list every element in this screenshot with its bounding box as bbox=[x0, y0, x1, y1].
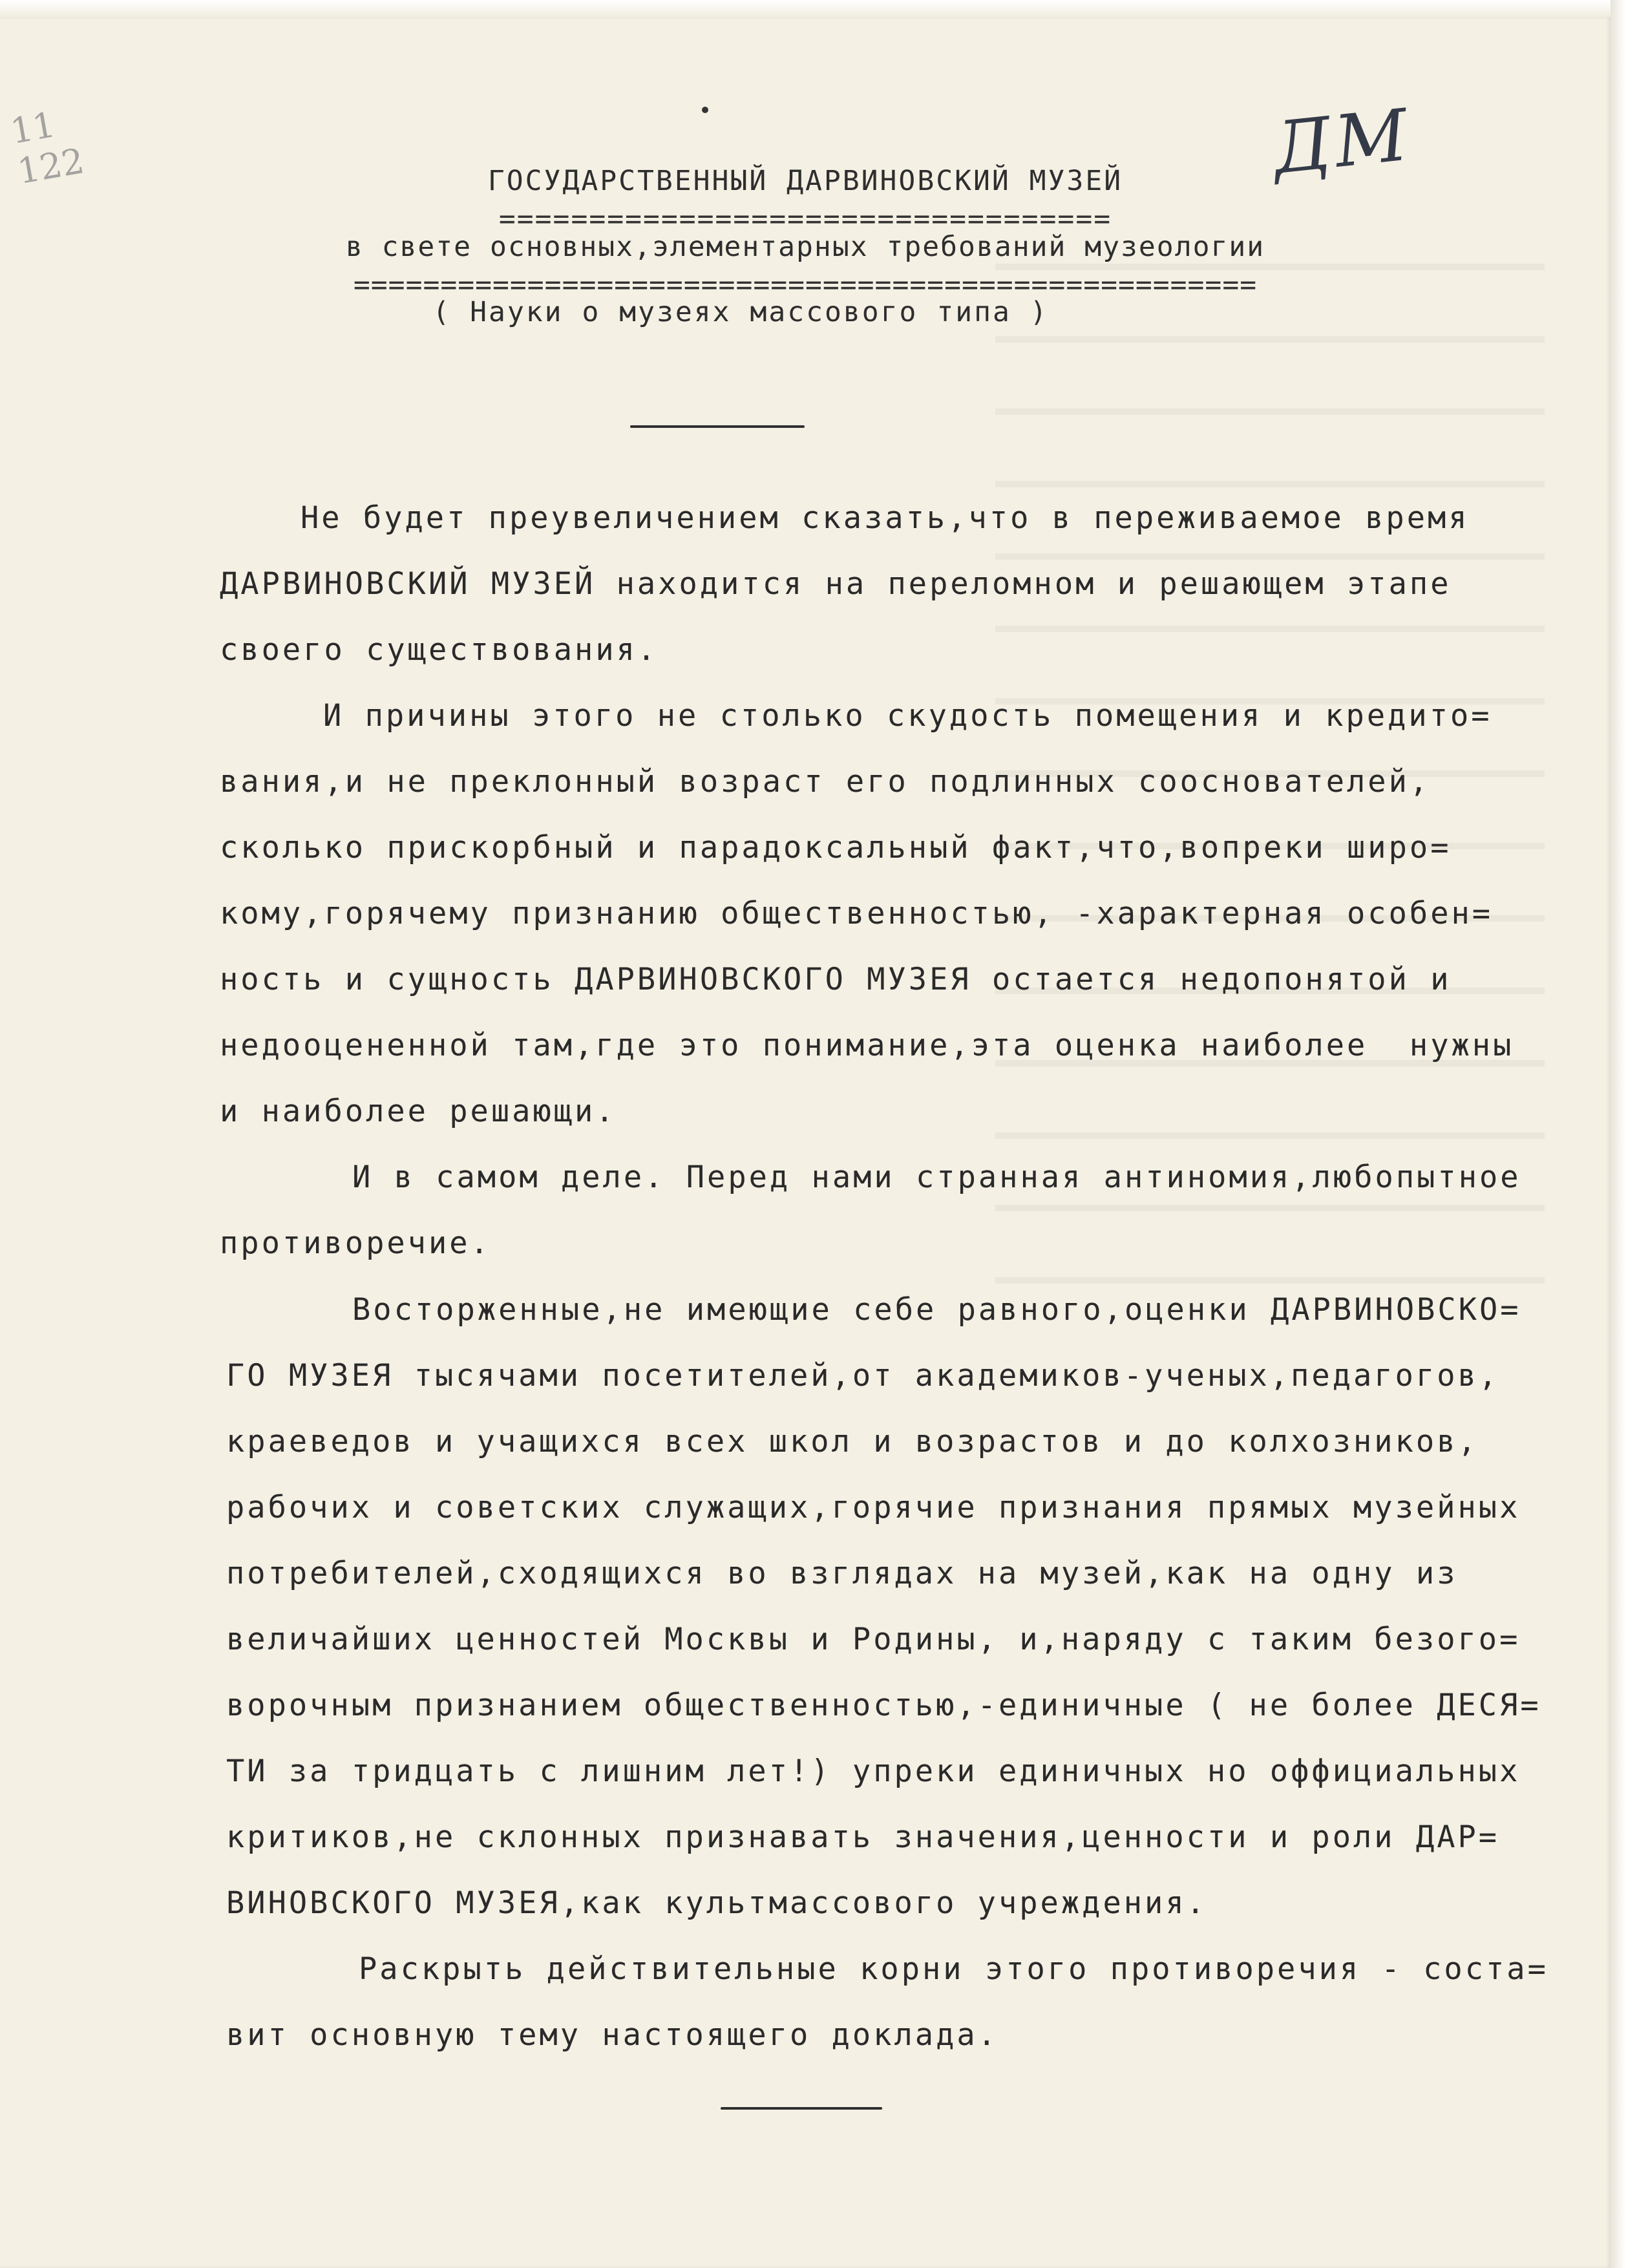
text-line: Раскрыть действительные корни этого противоречия - соста= bbox=[359, 1951, 1548, 1987]
text-line: критиков,не склонных признавать значения,ценности и роли ДАР= bbox=[226, 1819, 1500, 1855]
document-title: ГОСУДАРСТВЕННЫЙ ДАРВИНОВСКИЙ МУЗЕЙ bbox=[487, 165, 1123, 197]
text-line: ТИ за тридцать с лишним лет!) упреки единичных но оффициальных bbox=[226, 1754, 1521, 1789]
subtitle-rule: ==================================================== bbox=[353, 269, 1258, 301]
text-line: своего существования. bbox=[220, 632, 659, 668]
handwritten-mark: ДМ bbox=[1269, 93, 1416, 190]
text-line: вания,и не преклонный возраст его подлинных сооснователей, bbox=[220, 764, 1431, 800]
text-line: ность и сущность ДАРВИНОВСКОГО МУЗЕЯ остается недопонятой и bbox=[220, 962, 1452, 997]
section-divider bbox=[630, 425, 805, 428]
subtitle-parenthetical: ( Науки о музеях массового типа ) bbox=[432, 296, 1049, 328]
ink-dot bbox=[702, 107, 708, 113]
text-line: противоречие. bbox=[220, 1225, 491, 1261]
text-line: рабочих и советских служащих,горячие признания прямых музейных bbox=[226, 1490, 1521, 1525]
text-line: и наиболее решающи. bbox=[220, 1094, 617, 1129]
text-line: величайших ценностей Москвы и Родины, и,наряду с таким безого= bbox=[226, 1622, 1521, 1657]
closing-divider bbox=[721, 2107, 882, 2110]
text-line: ворочным признанием общественностью,-единичные ( не более ДЕСЯ= bbox=[226, 1688, 1541, 1723]
text-line: вит основную тему настоящего доклада. bbox=[226, 2017, 998, 2053]
text-line: сколько прискорбный и парадоксальный факт,что,вопреки широ= bbox=[220, 830, 1452, 865]
text-line: краеведов и учащихся всех школ и возрастов и до колхозников, bbox=[226, 1424, 1479, 1459]
text-line: ДАРВИНОВСКИЙ МУЗЕЙ находится на переломном и решающем этапе bbox=[220, 566, 1452, 602]
title-rule: ================================== bbox=[498, 203, 1112, 235]
text-line: И причины этого не столько скудость помещения и кредито= bbox=[323, 698, 1492, 734]
text-line: И в самом деле. Перед нами странная антиномия,любопытное bbox=[352, 1160, 1521, 1195]
corner-pencil-mark: 11 122 bbox=[7, 104, 87, 193]
text-line: Не будет преувеличением сказать,что в переживаемое время bbox=[301, 500, 1470, 536]
document-subtitle: в свете основных,элементарных требований музеологии bbox=[345, 231, 1265, 263]
scan-edge-right bbox=[1611, 0, 1648, 2268]
text-line: Восторженные,не имеющие себе равного,оценки ДАРВИНОВСКО= bbox=[352, 1292, 1521, 1328]
text-line: ГО МУЗЕЯ тысячами посетителей,от академиков-ученых,педагогов, bbox=[226, 1358, 1500, 1394]
text-line: недооцененной там,где это понимание,эта оценка наиболее нужны bbox=[220, 1028, 1514, 1063]
text-line: ВИНОВСКОГО МУЗЕЯ,как культмассового учреждения. bbox=[226, 1885, 1207, 1921]
scan-edge-top bbox=[0, 0, 1648, 17]
text-line: кому,горячему признанию общественностью, -характерная особен= bbox=[220, 896, 1494, 931]
text-line: потребителей,сходящихся во взглядах на музей,как на одну из bbox=[226, 1556, 1458, 1591]
